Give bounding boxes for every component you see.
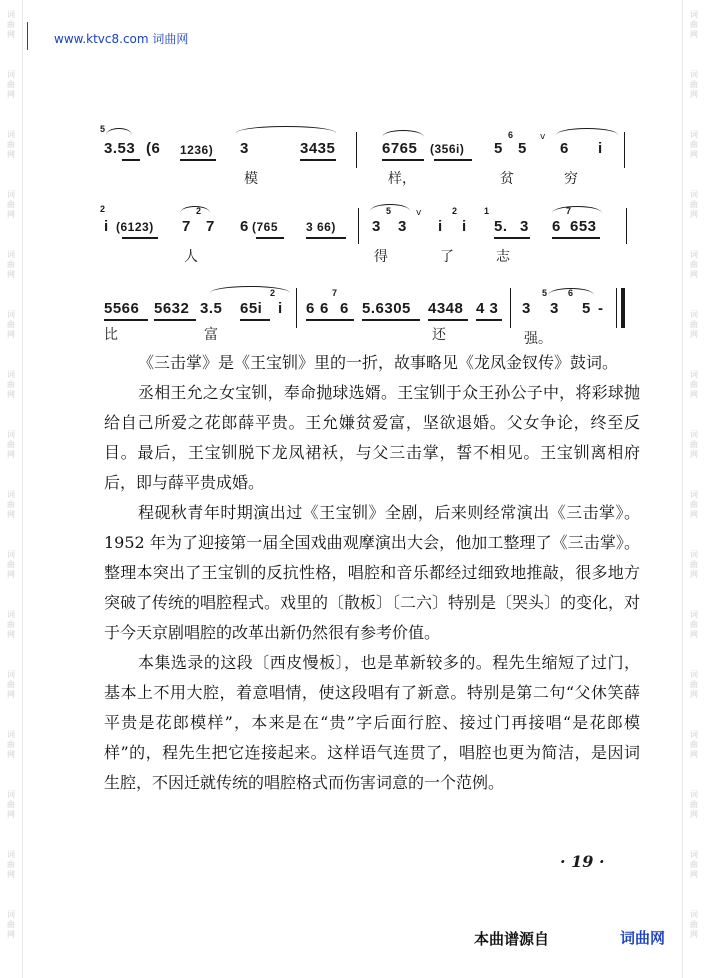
side-watermark-mark xyxy=(683,430,705,460)
side-watermark-char: 网 xyxy=(7,270,15,279)
underline xyxy=(122,159,140,161)
side-watermark-char: 网 xyxy=(690,90,698,99)
underline xyxy=(362,319,420,321)
underline xyxy=(382,159,424,161)
side-watermark-char: 网 xyxy=(7,330,15,339)
side-watermark-mark xyxy=(683,910,705,940)
bar-line xyxy=(296,288,297,328)
side-watermark-char: 曲 xyxy=(7,320,15,329)
paragraph: 丞相王允之女宝钏，奉命抛球选婿。王宝钏于众王孙公子中，将彩球抛给自己所爱之花郎薛平贵。王允嫌贫爱富，坚欲退婚。父女争论，终至反目。最后，王宝钏脱下龙凤裙袄，与父三击掌，誓不相见。王宝钏离相府后，即与薛平贵成婚。 xyxy=(104,383,640,492)
side-watermark-char: 曲 xyxy=(690,800,698,809)
grace-note: 5 xyxy=(386,206,392,216)
side-watermark-mark xyxy=(0,10,22,40)
grace-note: 2 xyxy=(270,288,276,298)
note: 6 xyxy=(320,300,329,317)
side-watermark-char: 曲 xyxy=(690,320,698,329)
side-watermark-char: 网 xyxy=(7,210,15,219)
note-group: (6123) xyxy=(116,220,154,234)
side-watermark-mark xyxy=(683,670,705,700)
note: 3 xyxy=(520,218,529,235)
note-group: 3.53 xyxy=(104,140,136,157)
note: 5 xyxy=(518,140,527,157)
lyric: 模 xyxy=(244,171,258,187)
side-watermark-mark xyxy=(0,550,22,580)
side-watermark-char: 曲 xyxy=(690,500,698,509)
note: 5 xyxy=(494,140,503,157)
side-watermark-char: 词 xyxy=(690,370,698,379)
side-watermark-char: 网 xyxy=(7,390,15,399)
bar-line xyxy=(358,208,359,244)
grace-note: 1 xyxy=(484,206,490,216)
lyric: 强。 xyxy=(524,331,552,347)
side-watermark-char: 网 xyxy=(690,930,698,939)
note-group: 5.6305 xyxy=(362,300,411,317)
side-watermark-mark xyxy=(683,70,705,100)
lyric: 志 xyxy=(496,249,510,265)
note: 6 xyxy=(560,140,569,157)
note: i xyxy=(104,218,109,235)
paragraph: 本集选录的这段〔西皮慢板〕，也是革新较多的。程先生缩短了过门，基本上不用大腔，着意唱情，使这段唱有了新意。特别是第二句“父休笑薛平贵是花郎模样”，本来是在“贵”字后面行腔、接过门再接唱“是花郎模样”的，程先生把它连接起来。这样语气连贯了，唱腔也更为简洁，是因词生腔，不因迁就传统的唱腔格式而伤害词意的一个范例。 xyxy=(104,653,640,792)
side-watermark-char: 曲 xyxy=(690,380,698,389)
side-watermark-char: 网 xyxy=(7,450,15,459)
side-watermark-char: 词 xyxy=(7,790,15,799)
side-watermark-char: 网 xyxy=(7,90,15,99)
side-watermark-char: 词 xyxy=(7,850,15,859)
side-watermark-char: 词 xyxy=(690,910,698,919)
side-watermark-char: 网 xyxy=(7,30,15,39)
grace-note: 6 xyxy=(568,288,574,298)
underline xyxy=(154,319,196,321)
underline xyxy=(122,237,158,239)
note-group: 653 xyxy=(570,218,597,235)
side-watermark-mark xyxy=(683,730,705,760)
paragraph: 《三击掌》是《王宝钏》里的一折，故事略见《龙凤金钗传》鼓词。 xyxy=(138,353,619,372)
lyric: 了 xyxy=(440,249,454,265)
side-watermark-char: 词 xyxy=(7,370,15,379)
side-watermark-char: 词 xyxy=(7,10,15,19)
side-watermark-char: 词 xyxy=(7,910,15,919)
side-watermark-char: 词 xyxy=(690,550,698,559)
side-watermark-mark xyxy=(683,610,705,640)
side-watermark-char: 网 xyxy=(690,510,698,519)
note: 6 xyxy=(306,300,315,317)
note-group: 4 3 xyxy=(476,300,499,317)
site-name[interactable]: 词曲网 xyxy=(152,32,189,46)
note: 7 xyxy=(182,218,191,235)
side-watermark-mark xyxy=(0,430,22,460)
note: 3 xyxy=(522,300,531,317)
side-watermark-char: 网 xyxy=(7,690,15,699)
side-watermark-char: 网 xyxy=(690,390,698,399)
note-group: 3.5 xyxy=(200,300,223,317)
underline xyxy=(428,319,468,321)
side-watermark-char: 网 xyxy=(690,150,698,159)
side-watermark-char: 曲 xyxy=(690,740,698,749)
underline xyxy=(552,237,600,239)
margin-mark xyxy=(27,22,28,50)
note-group: 4348 xyxy=(428,300,464,317)
note: 3 xyxy=(550,300,559,317)
side-watermark-char: 词 xyxy=(7,730,15,739)
side-watermark-char: 网 xyxy=(690,870,698,879)
side-watermark-char: 词 xyxy=(690,130,698,139)
breath-mark: v xyxy=(540,132,546,142)
side-watermark-char: 曲 xyxy=(7,920,15,929)
side-watermark-char: 网 xyxy=(7,930,15,939)
side-watermark-char: 网 xyxy=(7,510,15,519)
note-group: 3435 xyxy=(300,140,336,157)
side-watermark-char: 词 xyxy=(690,730,698,739)
side-watermark-char: 曲 xyxy=(690,860,698,869)
underline xyxy=(300,159,336,161)
side-watermark-char: 词 xyxy=(690,190,698,199)
side-watermark-char: 词 xyxy=(7,70,15,79)
side-watermark-mark xyxy=(0,70,22,100)
side-watermark-mark xyxy=(0,610,22,640)
side-watermark-char: 曲 xyxy=(690,80,698,89)
note: 6 xyxy=(240,218,249,235)
slur xyxy=(548,288,594,295)
side-watermark-char: 网 xyxy=(7,870,15,879)
side-watermark-char: 曲 xyxy=(7,80,15,89)
side-watermark-char: 词 xyxy=(690,10,698,19)
lyric: 还 xyxy=(432,327,446,343)
note-group: 6765 xyxy=(382,140,418,157)
grace-note: 5 xyxy=(100,124,106,134)
side-watermark-char: 曲 xyxy=(7,860,15,869)
slur xyxy=(556,128,618,135)
note-group: 5566 xyxy=(104,300,140,317)
lyric: 贫 xyxy=(500,171,514,187)
side-watermark-char: 词 xyxy=(690,790,698,799)
side-watermark-char: 词 xyxy=(7,250,15,259)
underline xyxy=(240,319,270,321)
side-watermark-char: 曲 xyxy=(7,620,15,629)
side-watermark-char: 曲 xyxy=(690,620,698,629)
note: i xyxy=(462,218,467,235)
note: 3 xyxy=(398,218,407,235)
note-group: 3 66) xyxy=(306,220,336,234)
side-watermark-char: 曲 xyxy=(690,200,698,209)
note: 7 xyxy=(206,218,215,235)
footer-brand-link[interactable]: 词曲网 xyxy=(620,929,666,947)
side-watermark-char: 网 xyxy=(7,630,15,639)
slur xyxy=(180,206,210,213)
side-watermark-char: 网 xyxy=(7,750,15,759)
underline xyxy=(306,237,346,239)
underline xyxy=(104,319,148,321)
side-watermark-char: 曲 xyxy=(690,260,698,269)
note: - xyxy=(598,300,604,317)
side-watermark-char: 曲 xyxy=(7,380,15,389)
bar-line xyxy=(356,132,357,168)
side-watermark-mark xyxy=(0,790,22,820)
side-watermark-char: 词 xyxy=(7,310,15,319)
notation-row-2 xyxy=(0,196,705,266)
side-watermark-mark xyxy=(683,790,705,820)
breath-mark: v xyxy=(416,208,422,218)
side-watermark-mark xyxy=(0,910,22,940)
slur xyxy=(210,286,290,293)
site-url[interactable]: www.ktvc8.com xyxy=(54,32,149,46)
slur xyxy=(552,206,602,213)
side-watermark-char: 曲 xyxy=(690,20,698,29)
footer-source-label: 本曲谱源自 xyxy=(474,930,550,948)
note: 6 xyxy=(340,300,349,317)
note-group: (356i) xyxy=(430,142,465,156)
grace-note: 6 xyxy=(508,130,514,140)
lyric: 人 xyxy=(184,249,198,265)
note: 5. xyxy=(494,218,508,235)
side-watermark-char: 曲 xyxy=(690,560,698,569)
side-watermark-char: 词 xyxy=(7,490,15,499)
grace-note: 2 xyxy=(196,206,202,216)
side-watermark-char: 词 xyxy=(7,190,15,199)
side-watermark-char: 网 xyxy=(690,750,698,759)
side-watermark-char: 网 xyxy=(690,690,698,699)
slur xyxy=(382,130,424,137)
side-watermark-char: 词 xyxy=(7,130,15,139)
grace-note: 2 xyxy=(452,206,458,216)
side-watermark-char: 网 xyxy=(7,150,15,159)
side-watermark-char: 曲 xyxy=(7,500,15,509)
underline xyxy=(180,159,216,161)
side-watermark-mark xyxy=(0,490,22,520)
side-watermark-char: 曲 xyxy=(7,560,15,569)
side-watermark-char: 曲 xyxy=(690,440,698,449)
notation-row-3 xyxy=(0,278,705,348)
side-watermark-char: 词 xyxy=(7,610,15,619)
lyric: 富 xyxy=(204,327,218,343)
bar-line xyxy=(624,132,625,168)
notation-row-1 xyxy=(0,118,705,188)
side-watermark-char: 曲 xyxy=(7,140,15,149)
side-watermark-char: 网 xyxy=(690,270,698,279)
side-watermark-mark xyxy=(683,550,705,580)
lyric: 样， xyxy=(388,171,416,187)
slur xyxy=(236,126,336,133)
side-watermark-char: 词 xyxy=(7,550,15,559)
side-watermark-mark xyxy=(0,730,22,760)
side-watermark-mark xyxy=(683,850,705,880)
side-watermark-char: 词 xyxy=(7,430,15,439)
note-group: 3 xyxy=(240,140,249,157)
underline xyxy=(256,237,284,239)
page-number: · 19 · xyxy=(560,852,605,871)
bar-line xyxy=(510,288,511,328)
note: 6 xyxy=(552,218,561,235)
side-watermark-mark xyxy=(0,850,22,880)
note: 3 xyxy=(372,218,381,235)
commentary-text xyxy=(104,348,640,798)
note-group: 1236) xyxy=(180,143,214,157)
side-watermark-char: 词 xyxy=(690,670,698,679)
side-watermark-char: 词 xyxy=(690,850,698,859)
side-watermark-mark xyxy=(0,670,22,700)
side-watermark-char: 网 xyxy=(690,810,698,819)
side-watermark-char: 网 xyxy=(690,30,698,39)
side-watermark-char: 网 xyxy=(7,570,15,579)
side-watermark-char: 曲 xyxy=(7,440,15,449)
side-watermark-char: 曲 xyxy=(690,680,698,689)
side-watermark-char: 曲 xyxy=(7,680,15,689)
grace-note: 2 xyxy=(100,204,106,214)
side-watermark-char: 词 xyxy=(7,670,15,679)
note: i xyxy=(598,140,603,157)
note-group: (6 xyxy=(146,140,161,157)
side-watermark-char: 网 xyxy=(690,330,698,339)
side-watermark-char: 词 xyxy=(690,70,698,79)
side-watermark-mark xyxy=(683,490,705,520)
side-watermark-char: 曲 xyxy=(7,740,15,749)
side-watermark-char: 词 xyxy=(690,610,698,619)
grace-note: 7 xyxy=(566,206,572,216)
side-watermark-mark xyxy=(0,370,22,400)
slur xyxy=(106,128,132,135)
side-watermark-char: 网 xyxy=(690,570,698,579)
side-watermark-char: 网 xyxy=(7,810,15,819)
side-watermark-char: 网 xyxy=(690,630,698,639)
note: i xyxy=(278,300,283,317)
side-watermark-char: 曲 xyxy=(690,920,698,929)
note-group: 65i xyxy=(240,300,263,317)
side-watermark-char: 词 xyxy=(690,490,698,499)
final-bar-thin xyxy=(616,288,617,328)
note-group: (765 xyxy=(252,220,279,234)
lyric: 穷 xyxy=(564,171,578,187)
side-watermark-mark xyxy=(683,10,705,40)
side-watermark-char: 词 xyxy=(690,430,698,439)
grace-note: 5 xyxy=(542,288,548,298)
side-watermark-char: 曲 xyxy=(690,140,698,149)
underline xyxy=(306,319,354,321)
side-watermark-mark xyxy=(683,370,705,400)
note-group: 5632 xyxy=(154,300,190,317)
site-url-header[interactable] xyxy=(54,30,188,47)
underline xyxy=(476,319,502,321)
note: 5 xyxy=(582,300,591,317)
underline xyxy=(494,237,530,239)
bar-line xyxy=(626,208,627,244)
paragraph: 程砚秋青年时期演出过《王宝钏》全剧，后来则经常演出《三击掌》。1952 年为了迎接第一届全国戏曲观摩演出大会，他加工整理了《三击掌》。整理本突出了王宝钏的反抗性格，唱腔和音乐都经过细致地推敲，很多地方突破了传统的唱腔程式。戏里的〔散板〕〔二六〕特别是〔哭头〕的变化，对于今天京剧唱腔的改革出新仍然很有参考价值。 xyxy=(104,503,641,642)
lyric: 得 xyxy=(374,249,388,265)
side-watermark-char: 词 xyxy=(690,250,698,259)
side-watermark-char: 网 xyxy=(690,210,698,219)
side-watermark-char: 曲 xyxy=(7,200,15,209)
underline xyxy=(434,159,472,161)
side-watermark-char: 曲 xyxy=(7,260,15,269)
side-watermark-char: 词 xyxy=(690,310,698,319)
lyric: 比 xyxy=(104,327,118,343)
side-watermark-char: 网 xyxy=(690,450,698,459)
grace-note: 7 xyxy=(332,288,338,298)
side-watermark-char: 曲 xyxy=(7,800,15,809)
final-bar-thick xyxy=(621,288,625,328)
side-watermark-char: 曲 xyxy=(7,20,15,29)
note: i xyxy=(438,218,443,235)
